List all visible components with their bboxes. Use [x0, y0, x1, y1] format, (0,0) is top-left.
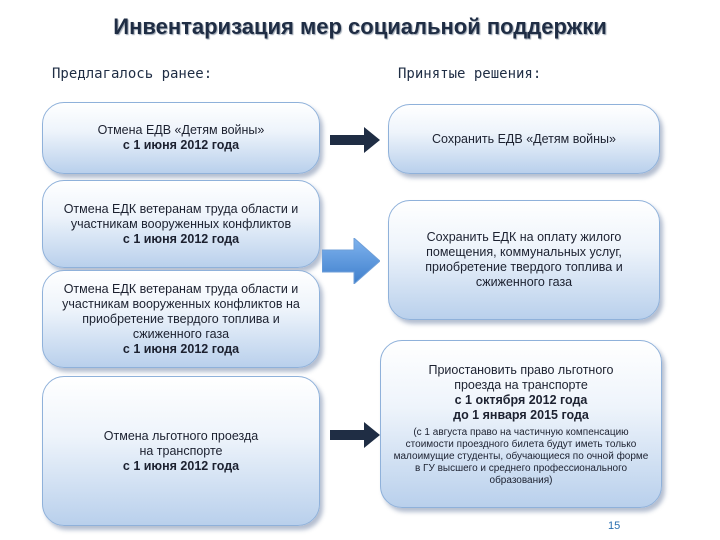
- left-box-2-text: Отмена ЕДК ветеранам труда области и участникам вооруженных конфликтов: [63, 201, 299, 231]
- left-box-3-text: Отмена ЕДК ветеранам труда области и участникам вооруженных конфликтов на приобретение твердого топлива и сжиженного газа: [62, 281, 300, 341]
- right-box-1-text: Сохранить ЕДВ «Детям войны»: [432, 131, 616, 146]
- left-box-2: [42, 180, 320, 268]
- left-column-heading: Предлагалось ранее:: [52, 66, 213, 82]
- page-title: Инвентаризация мер социальной поддержки: [113, 14, 607, 39]
- right-box-1: [388, 104, 660, 174]
- left-box-3-date: с 1 июня 2012 года: [122, 341, 240, 356]
- right-box-3-note: (с 1 августа право на частичную компенсацию стоимости проездного билета будут иметь только малоимущие студенты, обучающиеся по очной форме в ГУ высшего и среднего профессионального образования): [393, 427, 649, 486]
- left-box-4-text: Отмена льготного проезда на транспорте: [103, 428, 259, 458]
- page-number: 15: [608, 520, 621, 532]
- left-box-4-date: с 1 июня 2012 года: [122, 458, 240, 473]
- arrow-right-1-icon: [330, 127, 380, 153]
- right-box-3-date-to: до 1 января 2015 года: [453, 408, 589, 422]
- arrow-right-2-icon: [322, 238, 380, 284]
- left-box-1-text: Отмена ЕДВ «Детям войны»: [97, 123, 265, 137]
- right-box-3: [380, 340, 662, 508]
- left-box-2-date: с 1 июня 2012 года: [122, 231, 240, 246]
- right-box-2-text: Сохранить ЕДК на оплату жилого помещения, коммунальных услуг, приобретение твердого топлива и сжиженного газа: [425, 230, 623, 289]
- right-column-heading: Принятые решения:: [398, 66, 542, 82]
- right-box-3-text: Приостановить право льготного проезда на транспорте: [428, 363, 614, 392]
- left-box-3: [42, 270, 320, 368]
- right-box-2: [388, 200, 660, 320]
- left-box-1: [42, 102, 320, 174]
- arrow-right-3-icon: [330, 422, 380, 448]
- left-box-4: [42, 376, 320, 526]
- left-box-1-date: с 1 июня 2012 года: [122, 138, 240, 152]
- right-box-3-date-from: с 1 октября 2012 года: [454, 393, 588, 407]
